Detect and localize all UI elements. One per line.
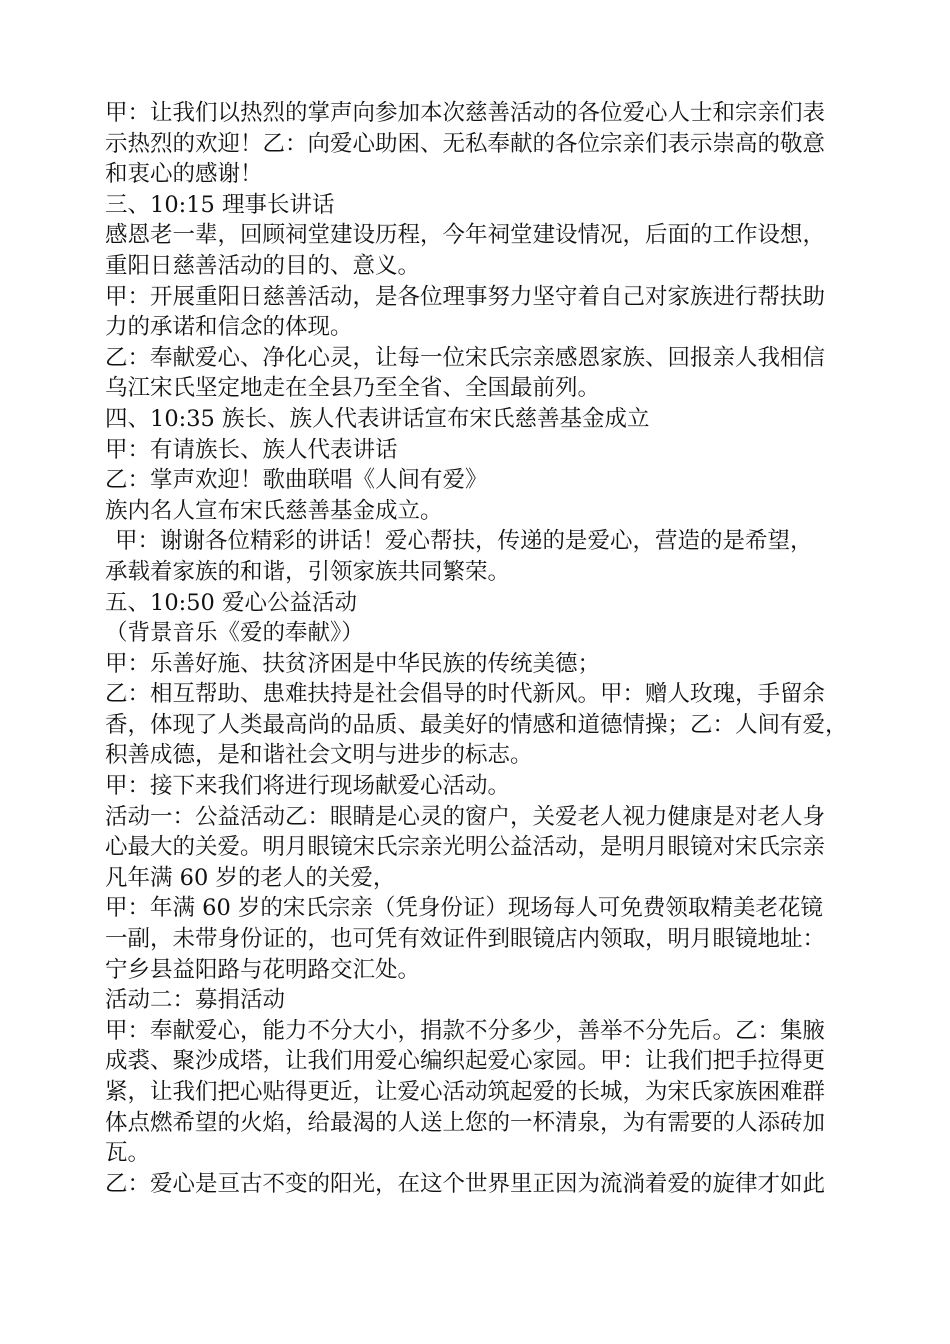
text-line: 成裘、聚沙成塔，让我们用爱心编织起爱心家园。甲：让我们把手拉得更: [105, 1048, 826, 1075]
text-line: 体点燃希望的火焰，给最渴的人送上您的一杯清泉，为有需要的人添砖加: [105, 1109, 826, 1136]
text-line: 乌江宋氏坚定地走在全县乃至全省、全国最前列。: [105, 375, 601, 402]
text-line: 甲：年满 60 岁的宋氏宗亲（凭身份证）现场每人可免费领取精美老花镜: [105, 895, 823, 922]
text-line: 凡年满 60 岁的老人的关爱，: [105, 864, 396, 891]
text-line: 和衷心的感谢！: [105, 161, 263, 188]
text-line: 乙：爱心是亘古不变的阳光，在这个世界里正因为流淌着爱的旋律才如此: [105, 1170, 826, 1197]
section-heading: 三、10:15 理事长讲话: [105, 191, 335, 218]
text-line: 心最大的关爱。明月眼镜宋氏宗亲光明公益活动，是明月眼镜对宋氏宗亲: [105, 834, 826, 861]
text-line: 活动一：公益活动乙：眼睛是心灵的窗户，关爱老人视力健康是对老人身: [105, 803, 826, 830]
text-line: 甲：奉献爱心，能力不分大小，捐款不分多少，善举不分先后。乙：集腋: [105, 1017, 826, 1044]
text-line: 力的承诺和信念的体现。: [105, 314, 353, 341]
text-line: 乙：掌声欢迎！歌曲联唱《人间有爱》: [105, 467, 488, 494]
text-line: 感恩老一辈，回顾祠堂建设历程，今年祠堂建设情况，后面的工作设想，: [105, 222, 826, 249]
text-line: 乙：奉献爱心、净化心灵，让每一位宋氏宗亲感恩家族、回报亲人我相信: [105, 344, 826, 371]
text-line: 承载着家族的和谐，引领家族共同繁荣。: [105, 558, 511, 585]
text-line: 族内名人宣布宋氏慈善基金成立。: [105, 497, 443, 524]
text-line: 香，体现了人类最高尚的品质、最美好的情感和道德情操；乙：人间有爱，: [105, 711, 848, 738]
text-line: 一副，未带身份证的，也可凭有效证件到眼镜店内领取，明月眼镜地址：: [105, 926, 826, 953]
text-line: 活动二：募捐活动: [105, 987, 286, 1014]
text-line: 甲：开展重阳日慈善活动，是各位理事努力坚守着自己对家族进行帮扶助: [105, 283, 826, 310]
text-line: 积善成德，是和谐社会文明与进步的标志。: [105, 742, 533, 769]
text-line: 乙：相互帮助、患难扶持是社会倡导的时代新风。甲：赠人玫瑰，手留余: [105, 681, 826, 708]
text-line: 示热烈的欢迎！乙：向爱心助困、无私奉献的各位宗亲们表示崇高的敬意: [105, 130, 826, 157]
text-line: 瓦。: [105, 1140, 151, 1167]
section-heading: 四、10:35 族长、族人代表讲话宣布宋氏慈善基金成立: [105, 405, 650, 432]
text-line: 甲：接下来我们将进行现场献爱心活动。: [105, 773, 511, 800]
text-line: 甲：谢谢各位精彩的讲话！爱心帮扶，传递的是爱心，营造的是希望，: [115, 528, 813, 555]
section-heading: 五、10:50 爱心公益活动: [105, 589, 357, 616]
text-line: 宁乡县益阳路与花明路交汇处。: [105, 956, 421, 983]
text-line: （背景音乐《爱的奉献》）: [105, 620, 364, 647]
text-line: 甲：让我们以热烈的掌声向参加本次慈善活动的各位爱心人士和宗亲们表: [105, 100, 826, 126]
text-line: 甲：有请族长、族人代表讲话: [105, 436, 398, 463]
text-line: 紧，让我们把心贴得更近，让爱心活动筑起爱的长城，为宋氏家族困难群: [105, 1079, 826, 1105]
document-page: [105, 98, 855, 1199]
text-line: 甲：乐善好施、扶贫济困是中华民族的传统美德；: [105, 650, 601, 677]
text-line: 重阳日慈善活动的目的、意义。: [105, 252, 421, 279]
